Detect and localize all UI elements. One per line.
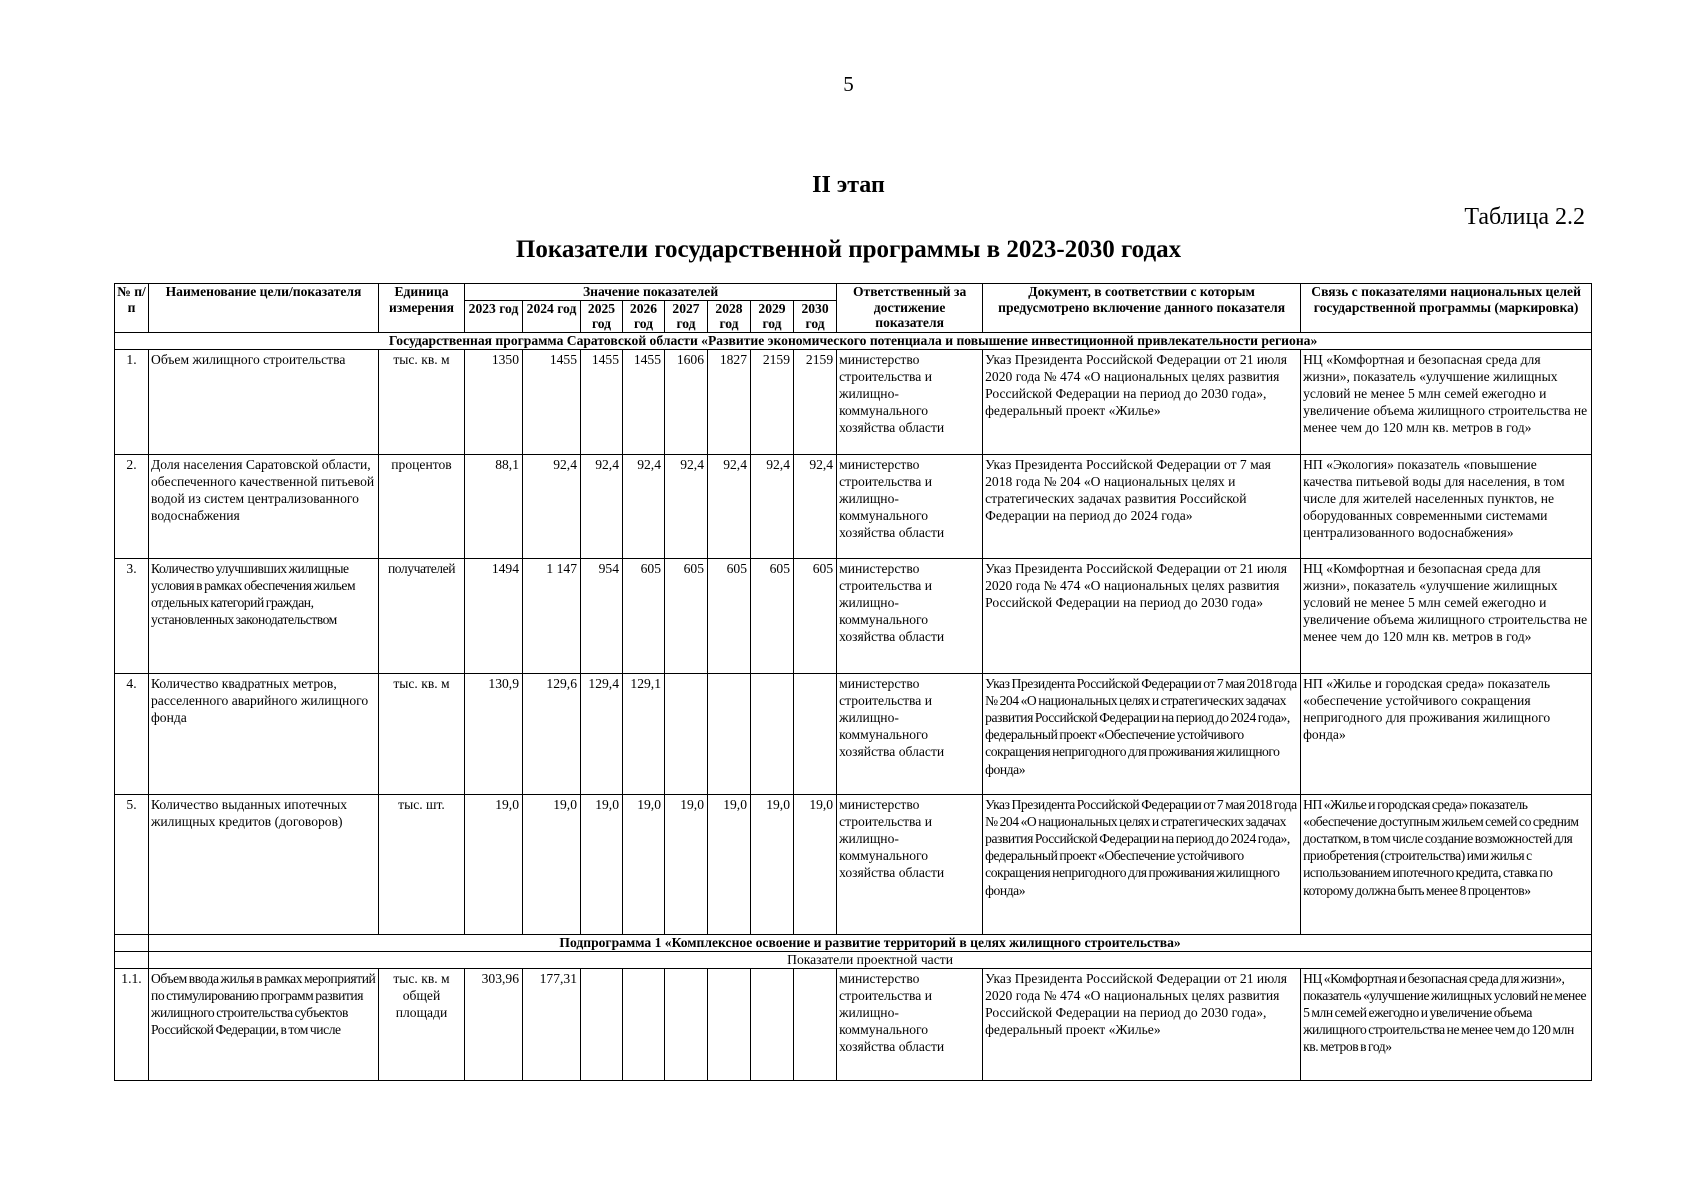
- row-num: 5.: [115, 794, 149, 934]
- value-2025: [581, 968, 623, 1080]
- value-2023: 1494: [465, 558, 523, 673]
- header-name: Наименование цели/показателя: [149, 284, 379, 333]
- national-goal-link: НП «Жилье и городская среда» показатель «обеспечение устойчивого сокращения непригодного для проживания жилищного фонда»: [1301, 673, 1592, 794]
- national-goal-link: НЦ «Комфортная и безопасная среда для жизни», показатель «улучшение жилищных условий не менее 5 млн семей ежегодно и увеличение объема жилищного строительства не менее чем до 120 млн кв. метров в год»: [1301, 558, 1592, 673]
- value-2025: 92,4: [581, 454, 623, 558]
- value-2028: 92,4: [708, 454, 751, 558]
- header-responsible: Ответственный за достижение показателя: [837, 284, 983, 333]
- indicator-name: Количество квадратных метров, расселенного аварийного жилищного фонда: [149, 673, 379, 794]
- national-goal-link: НЦ «Комфортная и безопасная среда для жизни», показатель «улучшение жилищных условий не менее 5 млн семей ежегодно и увеличение объема жилищного строительства не менее чем до 120 млн кв. метров в год»: [1301, 349, 1592, 454]
- table-label: Таблица 2.2: [1464, 204, 1585, 230]
- value-2030: [794, 968, 837, 1080]
- value-2029: 605: [751, 558, 794, 673]
- responsible: министерство строительства и жилищно-коммунального хозяйства области: [837, 558, 983, 673]
- section-project-title: Показатели проектной части: [149, 951, 1592, 968]
- row-num: 3.: [115, 558, 149, 673]
- unit: тыс. кв. м: [379, 673, 465, 794]
- value-2028: 19,0: [708, 794, 751, 934]
- national-goal-link: НП «Жилье и городская среда» показатель «обеспечение доступным жильем семей со средним достатком, в том числе создание возможностей для приобретения (строительства) ими жилья с использованием ипотечного кредита, ставка по которому должна быть менее 8 процентов»: [1301, 794, 1592, 934]
- national-goal-link: НЦ «Комфортная и безопасная среда для жизни», показатель «улучшение жилищных условий не менее 5 млн семей ежегодно и увеличение объема жилищного строительства не менее чем до 120 млн кв. метров в год»: [1301, 968, 1592, 1080]
- value-2023: 303,96: [465, 968, 523, 1080]
- value-2026: [623, 968, 665, 1080]
- unit: тыс. кв. м общей площади: [379, 968, 465, 1080]
- row-num: 1.1.: [115, 968, 149, 1080]
- header-document: Документ, в соответствии с которым предусмотрено включение данного показателя: [983, 284, 1301, 333]
- value-2024: 1455: [523, 349, 581, 454]
- table-row: [115, 454, 1592, 558]
- value-2023: 19,0: [465, 794, 523, 934]
- value-2026: 19,0: [623, 794, 665, 934]
- value-2030: 2159: [794, 349, 837, 454]
- value-2024: 177,31: [523, 968, 581, 1080]
- value-2028: 1827: [708, 349, 751, 454]
- value-2025: 129,4: [581, 673, 623, 794]
- header-year: 2024 год: [523, 300, 581, 332]
- value-2027: 19,0: [665, 794, 708, 934]
- header-year: 2027 год: [665, 300, 708, 332]
- header-num: № п/п: [115, 284, 149, 333]
- value-2024: 129,6: [523, 673, 581, 794]
- value-2024: 19,0: [523, 794, 581, 934]
- header-unit: Единица измерения: [379, 284, 465, 333]
- row-num: 2.: [115, 454, 149, 558]
- value-2024: 1 147: [523, 558, 581, 673]
- empty-cell: [115, 951, 149, 968]
- document-basis: Указ Президента Российской Федерации от 21 июля 2020 года № 474 «О национальных целях развития Российской Федерации на период до 2030 года», федеральный проект «Жилье»: [983, 349, 1301, 454]
- responsible: министерство строительства и жилищно-коммунального хозяйства области: [837, 673, 983, 794]
- value-2026: 129,1: [623, 673, 665, 794]
- row-num: 1.: [115, 349, 149, 454]
- responsible: министерство строительства и жилищно-коммунального хозяйства области: [837, 794, 983, 934]
- value-2029: 92,4: [751, 454, 794, 558]
- indicator-name: Объем ввода жилья в рамках мероприятий по стимулированию программ развития жилищного строительства субъектов Российской Федерации, в том числе: [149, 968, 379, 1080]
- value-2023: 88,1: [465, 454, 523, 558]
- value-2030: 19,0: [794, 794, 837, 934]
- document-basis: Указ Президента Российской Федерации от 7 мая 2018 года № 204 «О национальных целях и стратегических задачах развития Российской Федерации на период до 2024 года», федеральный проект «Обеспечение устойчивого сокращения непригодного для проживания жилищного фонда»: [983, 794, 1301, 934]
- value-2028: [708, 968, 751, 1080]
- value-2025: 1455: [581, 349, 623, 454]
- value-2028: 605: [708, 558, 751, 673]
- header-year: 2023 год: [465, 300, 523, 332]
- header-year: 2028 год: [708, 300, 751, 332]
- indicators-table: [114, 283, 1592, 1081]
- value-2024: 92,4: [523, 454, 581, 558]
- value-2028: [708, 673, 751, 794]
- value-2030: [794, 673, 837, 794]
- unit: тыс. шт.: [379, 794, 465, 934]
- stage-heading: II этап: [812, 172, 885, 198]
- value-2026: 92,4: [623, 454, 665, 558]
- table-row: [115, 968, 1592, 1080]
- document-basis: Указ Президента Российской Федерации от 7 мая 2018 года № 204 «О национальных целях и стратегических задачах развития Российской Федерации на период до 2024 года», федеральный проект «Обеспечение устойчивого сокращения непригодного для проживания жилищного фонда»: [983, 673, 1301, 794]
- responsible: министерство строительства и жилищно-коммунального хозяйства области: [837, 349, 983, 454]
- header-year: 2026 год: [623, 300, 665, 332]
- table-row: [115, 794, 1592, 934]
- section-subprogram-title: Подпрограмма 1 «Комплексное освоение и развитие территорий в целях жилищного строительства»: [149, 934, 1592, 951]
- value-2030: 605: [794, 558, 837, 673]
- header-year: 2025 год: [581, 300, 623, 332]
- national-goal-link: НП «Экология» показатель «повышение качества питьевой воды для населения, в том числе для жителей населенных пунктов, не оборудованных современными системами централизованного водоснабжения»: [1301, 454, 1592, 558]
- value-2029: 2159: [751, 349, 794, 454]
- indicator-name: Объем жилищного строительства: [149, 349, 379, 454]
- indicator-name: Количество улучшивших жилищные условия в рамках обеспечения жильем отдельных категорий граждан, установленных законодательством: [149, 558, 379, 673]
- table-row: [115, 349, 1592, 454]
- empty-cell: [115, 934, 149, 951]
- table-row: [115, 673, 1592, 794]
- indicator-name: Количество выданных ипотечных жилищных кредитов (договоров): [149, 794, 379, 934]
- indicator-name: Доля населения Саратовской области, обеспеченного качественной питьевой водой из систем централизованного водоснабжения: [149, 454, 379, 558]
- page-number: 5: [843, 72, 854, 96]
- document-basis: Указ Президента Российской Федерации от 21 июля 2020 года № 474 «О национальных целях развития Российской Федерации на период до 2030 года»: [983, 558, 1301, 673]
- unit: получателей: [379, 558, 465, 673]
- section-program-title: Государственная программа Саратовской области «Развитие экономического потенциала и повышение инвестиционной привлекательности региона»: [115, 332, 1592, 349]
- value-2026: 605: [623, 558, 665, 673]
- value-2023: 1350: [465, 349, 523, 454]
- row-num: 4.: [115, 673, 149, 794]
- value-2027: [665, 673, 708, 794]
- value-2027: [665, 968, 708, 1080]
- value-2027: 1606: [665, 349, 708, 454]
- unit: процентов: [379, 454, 465, 558]
- table-row: [115, 558, 1592, 673]
- header-year: 2029 год: [751, 300, 794, 332]
- value-2023: 130,9: [465, 673, 523, 794]
- document-title: Показатели государственной программы в 2023-2030 годах: [515, 236, 1182, 263]
- responsible: министерство строительства и жилищно-коммунального хозяйства области: [837, 454, 983, 558]
- value-2027: 605: [665, 558, 708, 673]
- value-2029: [751, 673, 794, 794]
- value-2030: 92,4: [794, 454, 837, 558]
- header-link: Связь с показателями национальных целей государственной программы (маркировка): [1301, 284, 1592, 333]
- header-year: 2030 год: [794, 300, 837, 332]
- document-basis: Указ Президента Российской Федерации от 7 мая 2018 года № 204 «О национальных целях и стратегических задачах развития Российской Федерации на период до 2024 года»: [983, 454, 1301, 558]
- value-2025: 19,0: [581, 794, 623, 934]
- responsible: министерство строительства и жилищно-коммунального хозяйства области: [837, 968, 983, 1080]
- unit: тыс. кв. м: [379, 349, 465, 454]
- value-2025: 954: [581, 558, 623, 673]
- value-2026: 1455: [623, 349, 665, 454]
- value-2029: 19,0: [751, 794, 794, 934]
- value-2029: [751, 968, 794, 1080]
- header-values: Значение показателей: [465, 284, 837, 301]
- document-basis: Указ Президента Российской Федерации от 21 июля 2020 года № 474 «О национальных целях развития Российской Федерации на период до 2030 года», федеральный проект «Жилье»: [983, 968, 1301, 1080]
- value-2027: 92,4: [665, 454, 708, 558]
